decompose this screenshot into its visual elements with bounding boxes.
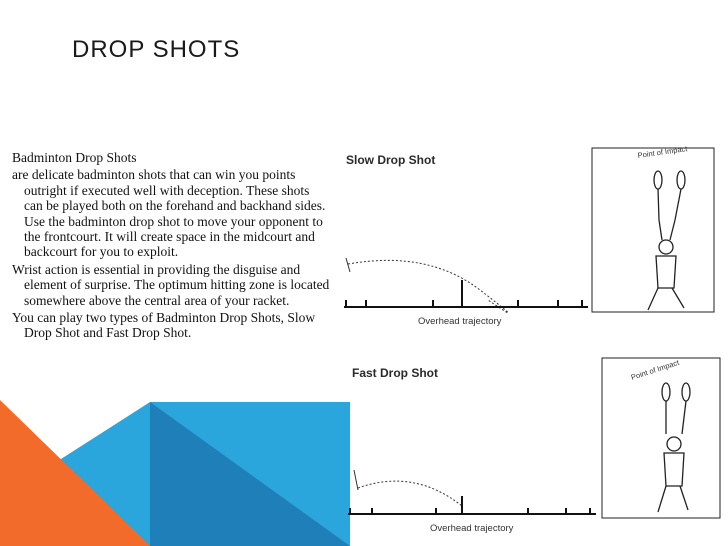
slow-drop-shot-title: Slow Drop Shot	[346, 153, 436, 167]
body-paragraph-2: Wrist action is essential in providing the disguise and element of surprise. The optimum hitting zone is located somewhere above the central area of your racket.	[12, 261, 330, 308]
trajectory-line	[358, 481, 462, 506]
player-panel	[592, 148, 714, 312]
body-heading: Badminton Drop Shots	[12, 150, 137, 165]
impact-label: Point of Impact	[629, 357, 681, 382]
trajectory-line	[348, 260, 508, 312]
fast-drop-shot-diagram	[344, 352, 724, 542]
body-text	[12, 150, 330, 343]
slow-drop-shot-caption: Overhead trajectory	[418, 316, 502, 327]
fast-drop-shot-caption: Overhead trajectory	[430, 523, 514, 534]
slide-title: DROP SHOTS	[72, 36, 241, 63]
body-paragraph-1: are delicate badminton shots that can win you points outright if executed well with deception. These shots can be played both on the forehand and backhand sides. Use the badminton drop shot to move your opponent to the frontcourt. It will create space in the midcourt and backcourt for you to exploit.	[12, 167, 326, 260]
impact-label: Point of Impact	[637, 144, 688, 160]
slow-drop-shot-figure	[338, 140, 718, 340]
court-line	[348, 496, 596, 514]
slow-drop-shot-diagram	[338, 140, 718, 340]
player-panel	[602, 358, 720, 518]
fast-drop-shot-figure	[344, 352, 724, 542]
fast-drop-shot-title: Fast Drop Shot	[352, 366, 438, 380]
body-paragraph-3: You can play two types of Badminton Drop Shots, Slow Drop Shot and Fast Drop Shot.	[12, 310, 316, 341]
court-line	[344, 280, 588, 307]
